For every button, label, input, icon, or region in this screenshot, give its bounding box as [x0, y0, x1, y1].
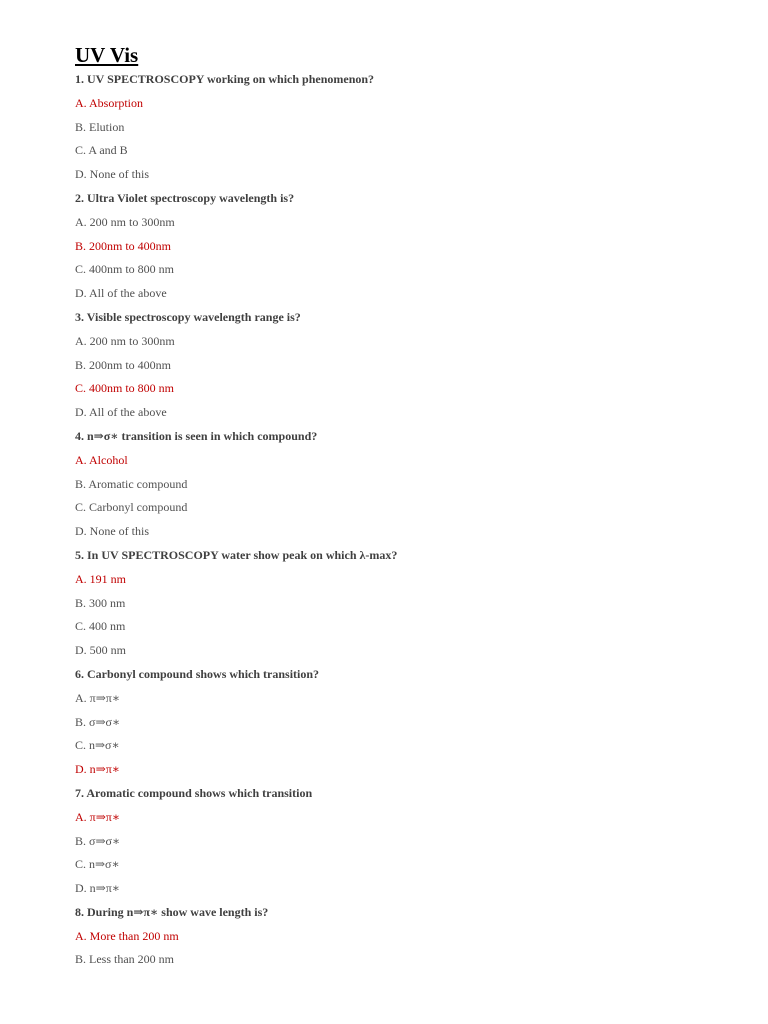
question-text: 2. Ultra Violet spectroscopy wavelength is?	[75, 190, 295, 205]
correct-answer-option: A. Absorption	[75, 95, 144, 110]
answer-option: B. Less than 200 nm	[75, 952, 174, 967]
question-text: 8. During n⇒π∗ show wave length is?	[75, 904, 269, 919]
question-block	[75, 901, 735, 972]
answer-option: B. Elution	[75, 119, 125, 134]
answer-option: C. 400nm to 800 nm	[75, 262, 175, 277]
question-text: 5. In UV SPECTROSCOPY water show peak on which λ-max?	[75, 547, 398, 562]
answer-option: B. σ⇒σ∗	[75, 833, 121, 848]
answer-option: D. 500 nm	[75, 643, 126, 658]
correct-answer-option: C. 400nm to 800 nm	[75, 381, 175, 396]
question-text: 3. Visible spectroscopy wavelength range is?	[75, 309, 301, 324]
correct-answer-option: A. More than 200 nm	[75, 928, 179, 943]
correct-answer-option: A. π⇒π∗	[75, 809, 120, 824]
answer-option: B. 200nm to 400nm	[75, 357, 172, 372]
document-title: UV Vis	[75, 43, 139, 67]
question-text: 6. Carbonyl compound shows which transition?	[75, 666, 320, 681]
question-block	[75, 306, 735, 425]
answer-option: C. 400 nm	[75, 619, 126, 634]
answer-option: D. n⇒π∗	[75, 881, 120, 896]
correct-answer-option: A. 191 nm	[75, 571, 126, 586]
answer-option: C. n⇒σ∗	[75, 738, 120, 753]
question-block	[75, 68, 735, 187]
answer-option: D. None of this	[75, 524, 149, 539]
answer-option: D. All of the above	[75, 405, 167, 420]
answer-option: B. Aromatic compound	[75, 476, 188, 491]
question-block	[75, 782, 735, 901]
answer-option: D. All of the above	[75, 286, 167, 301]
correct-answer-option: B. 200nm to 400nm	[75, 238, 172, 253]
answer-option: B. 300 nm	[75, 595, 126, 610]
answer-option: A. 200 nm to 300nm	[75, 214, 175, 229]
question-text: 4. n⇒σ∗ transition is seen in which compound?	[75, 428, 318, 443]
document-page	[75, 42, 735, 972]
answer-option: C. Carbonyl compound	[75, 500, 188, 515]
correct-answer-option: D. n⇒π∗	[75, 762, 120, 777]
answer-option: C. n⇒σ∗	[75, 857, 120, 872]
question-list	[75, 68, 735, 972]
question-block	[75, 187, 735, 306]
correct-answer-option: A. Alcohol	[75, 452, 128, 467]
answer-option: D. None of this	[75, 167, 149, 182]
answer-option: A. 200 nm to 300nm	[75, 333, 175, 348]
answer-option: A. π⇒π∗	[75, 690, 120, 705]
question-block	[75, 425, 735, 544]
question-block	[75, 544, 735, 663]
question-block	[75, 663, 735, 782]
answer-option: B. σ⇒σ∗	[75, 714, 121, 729]
question-text: 7. Aromatic compound shows which transition	[75, 785, 313, 800]
question-text: 1. UV SPECTROSCOPY working on which phenomenon?	[75, 72, 375, 86]
answer-option: C. A and B	[75, 143, 128, 158]
